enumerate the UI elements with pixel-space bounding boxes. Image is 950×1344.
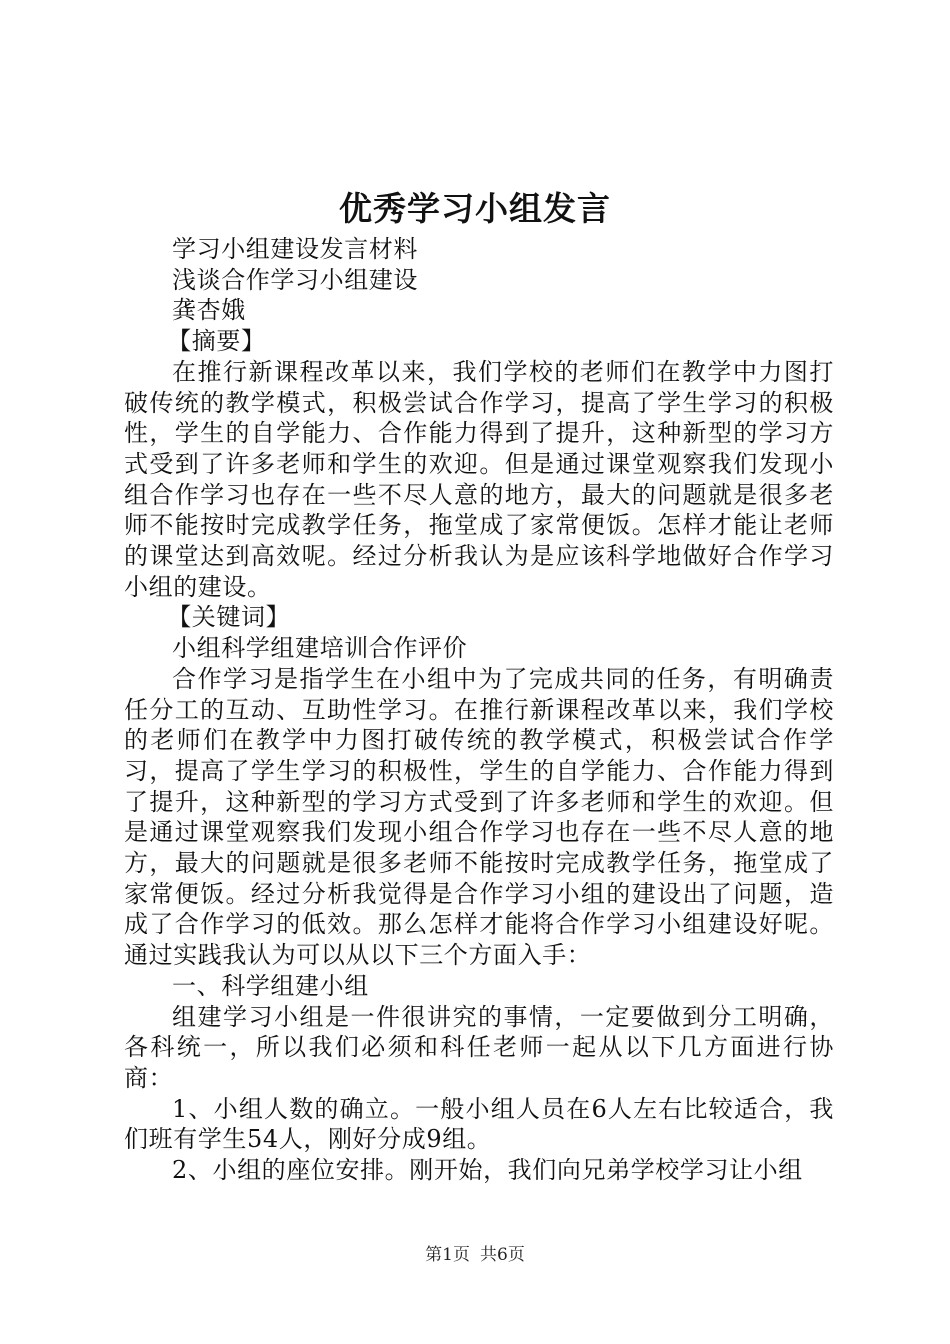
section-heading: 一、科学组建小组 [172,971,369,1000]
list-item-paragraph: 1、小组人数的确立。一般小组人员在6人左右比较适合，我们班有学生54人，刚好分成9组。 [124,1094,834,1154]
document-title: 优秀学习小组发言 [339,189,611,228]
document-body [124,234,834,1186]
keywords-paragraph: 小组科学组建培训合作评价 [172,634,468,663]
body-paragraph: 合作学习是指学生在小组中为了完成共同的任务，有明确责任分工的互动、互助性学习。在推行新课程改革以来，我们学校的老师们在教学中力图打破传统的教学模式，积极尝试合作学习，提高了学生学习的积极性，学生的自学能力、合作能力得到了提升，这种新型的学习方式受到了许多老师和学生的欢迎。但是通过课堂观察我们发现小组合作学习也存在一些不尽人意的地方，最大的问题就是很多老师不能按时完成教学任务，拖堂成了家常便饭。经过分析我觉得是合作学习小组的建设出了问题，造成了合作学习的低效。那么怎样才能将合作学习小组建设好呢。通过实践我认为可以从以下三个方面入手： [124,664,834,970]
subtitle-paragraph: 学习小组建设发言材料 [172,235,418,263]
list-item-paragraph: 2、小组的座位安排。刚开始，我们向兄弟学校学习让小组 [172,1156,803,1185]
abstract-paragraph: 在推行新课程改革以来，我们学校的老师们在教学中力图打破传统的教学模式，积极尝试合作学习，提高了学生学习的积极性，学生的自学能力、合作能力得到了提升，这种新型的学习方式受到了许多老师和学生的欢迎。但是通过课堂观察我们发现小组合作学习也存在一些不尽人意的地方，最大的问题就是很多老师不能按时完成教学任务，拖堂成了家常便饭。怎样才能让老师的课堂达到高效呢。经过分析我认为是应该科学地做好合作学习小组的建设。 [124,357,834,601]
body-paragraph: 组建学习小组是一件很讲究的事情，一定要做到分工明确，各科统一，所以我们必须和科任老师一起从以下几方面进行协商： [124,1002,834,1092]
page-number: 第1页 [425,1245,470,1265]
page-total: 共6页 [480,1245,525,1265]
keywords-heading: 【关键词】 [167,603,291,632]
abstract-heading: 【摘要】 [167,327,266,356]
article-title-paragraph: 浅谈合作学习小组建设 [172,265,418,294]
author-paragraph: 龚杏娥 [172,296,246,325]
page-footer [0,1243,950,1267]
